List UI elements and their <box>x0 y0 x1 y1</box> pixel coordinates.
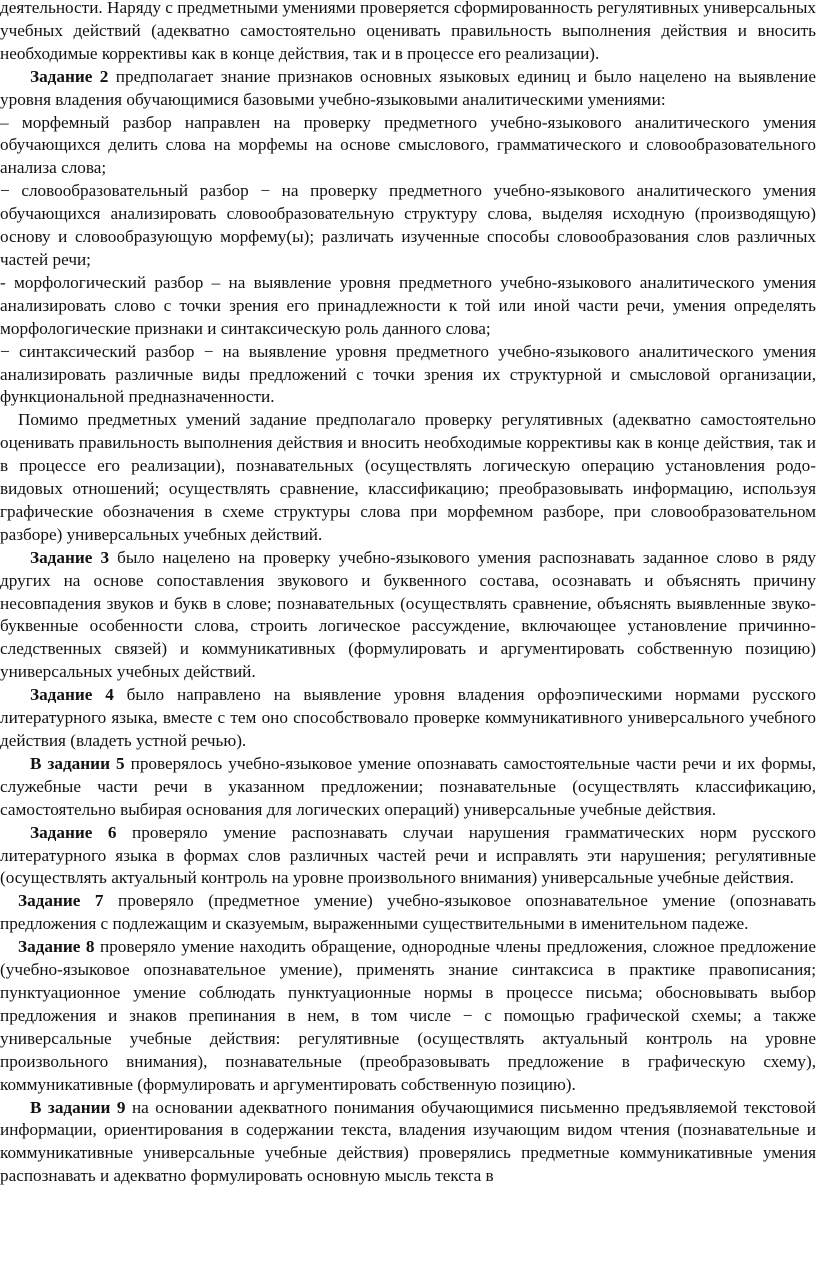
paragraph-text: проверяло умение распознавать случаи нарушения грамматических норм русского литературного языка в формах слов различных частей речи и исправлять эти нарушения; регулятивные (осуществлять актуальный контроль на уровне произвольного внимания) универсальные учебные действия. <box>0 822 816 888</box>
paragraph-task-9 <box>0 1097 816 1189</box>
task-label: В задании 5 <box>30 753 125 773</box>
task-label: Задание 3 <box>30 547 110 567</box>
paragraph-text: предполагает знание признаков основных языковых единиц и было нацелено на выявление уровня владения обучающимися базовыми учебно-языковыми аналитическими умениями: <box>0 66 816 109</box>
paragraph-text: проверялось учебно-языковое умение опознавать самостоятельные части речи и их формы, служебные части речи в указанном предложении; познавательные (осуществлять классификацию, самостоятельно выбирая основания для логических операций) универсальные учебные действия. <box>0 753 816 819</box>
paragraph-continuation <box>0 0 816 66</box>
paragraph-text: проверяло умение находить обращение, однородные члены предложения, сложное предложение (учебно-языковое опознавательное умение), применять знание синтаксиса в практике правописания; пунктуационное умение соблюдать пунктуационные нормы в процессе письма; обосновывать выбор предложения и знаков препинания в нем, в том числе − с помощью графической схемы; а также универсальные учебные действия: регулятивные (осуществлять актуальный контроль на уровне произвольного внимания), познавательные (преобразовывать предложение в графическую схему), коммуникативные (формулировать и аргументировать собственную позицию). <box>0 937 816 1094</box>
paragraph-text: на основании адекватного понимания обучающимися письменно предъявляемой текстовой информации, ориентирования в содержании текста, владения изучающим видом чтения (познавательные и коммуникативные универсальные учебные действия) проверялись предметные коммуникативные умения распознавать и адекватно формулировать основную мысль текста в <box>0 1097 816 1186</box>
paragraph-text: − синтаксический разбор − на выявление уровня предметного учебно-языкового аналитического умения анализировать различные виды предложений с точки зрения их структурной и смысловой организации, функциональной предназначенности. <box>0 341 816 407</box>
paragraph-task-6 <box>0 822 816 891</box>
paragraph-text: проверяло (предметное умение) учебно-языковое опознавательное умение (опознавать предложения с подлежащим и сказуемым, выраженными существительными в именительном падеже. <box>0 891 816 934</box>
list-item-morpheme-analysis <box>0 112 816 181</box>
paragraph-task-7 <box>0 890 816 936</box>
list-item-morphological-analysis <box>0 272 816 341</box>
paragraph-text: − словообразовательный разбор − на проверку предметного учебно-языкового аналитического умения обучающихся анализировать словообразовательную структуру слова, выделяя исходную (производящую) основу и словообразующую морфему(ы); различать изученные способы словообразования слов различных частей речи; <box>0 181 816 269</box>
paragraph-text: Помимо предметных умений задание предполагало проверку регулятивных (адекватно самостоятельно оценивать правильность выполнения действия и вносить необходимые коррективы как в конце действия, так и в процессе его реализации), познавательных (осуществлять логическую операцию установления родо-видовых отношений; осуществлять сравнение, классификацию; преобразовывать информацию, используя графические обозначения в схеме структуры слова при морфемном разборе, при словообразовательном разборе) универсальных учебных действий. <box>0 410 816 544</box>
paragraph-task-2 <box>0 66 816 112</box>
task-label: Задание 6 <box>30 822 117 842</box>
paragraph-besides-subject-skills <box>0 409 816 546</box>
paragraph-task-3 <box>0 547 816 684</box>
task-label: Задание 2 <box>30 66 109 86</box>
paragraph-text: было направлено на выявление уровня владения орфоэпическими нормами русского литературного языка, вместе с тем оно способствовало проверке коммуникативного универсального учебного действия (владеть устной речью). <box>0 685 816 750</box>
task-label: Задание 7 <box>18 891 104 911</box>
paragraph-text: деятельности. Наряду с предметными умениями проверяется сформированность регулятивных универсальных учебных действий (адекватно самостоятельно оценивать правильность выполнения действия и вносить необходимые коррективы как в конце действия, так и в процессе его реализации). <box>0 0 816 63</box>
task-label: В задании 9 <box>30 1097 126 1117</box>
list-item-word-formation-analysis <box>0 180 816 272</box>
task-label: Задание 4 <box>30 685 114 705</box>
paragraph-text: было нацелено на проверку учебно-языкового умения распознавать заданное слово в ряду других на основе сопоставления звукового и буквенного состава, осознавать и объяснять причину несовпадения звуков и букв в слове; познавательных (осуществлять сравнение, объяснять выявленные звуко-буквенные особенности слова, строить логическое рассуждение, включающее установление причинно-следственных связей) и коммуникативных (формулировать и аргументировать собственную позицию) универсальных учебных действий. <box>0 547 816 682</box>
task-label: Задание 8 <box>18 937 95 957</box>
paragraph-text: - морфологический разбор – на выявление уровня предметного учебно-языкового аналитического умения анализировать слово с точки зрения его принадлежности к той или иной части речи, умения определять морфологические признаки и синтаксическую роль данного слова; <box>0 272 816 338</box>
paragraph-task-5 <box>0 753 816 822</box>
paragraph-text: ‒ морфемный разбор направлен на проверку предметного учебно-языкового аналитического умения обучающихся делить слова на морфемы на основе смыслового, грамматического и словообразовательного анализа слова; <box>0 112 816 178</box>
paragraph-task-4 <box>0 684 816 753</box>
list-item-syntactic-analysis <box>0 341 816 410</box>
paragraph-task-8 <box>0 936 816 1096</box>
